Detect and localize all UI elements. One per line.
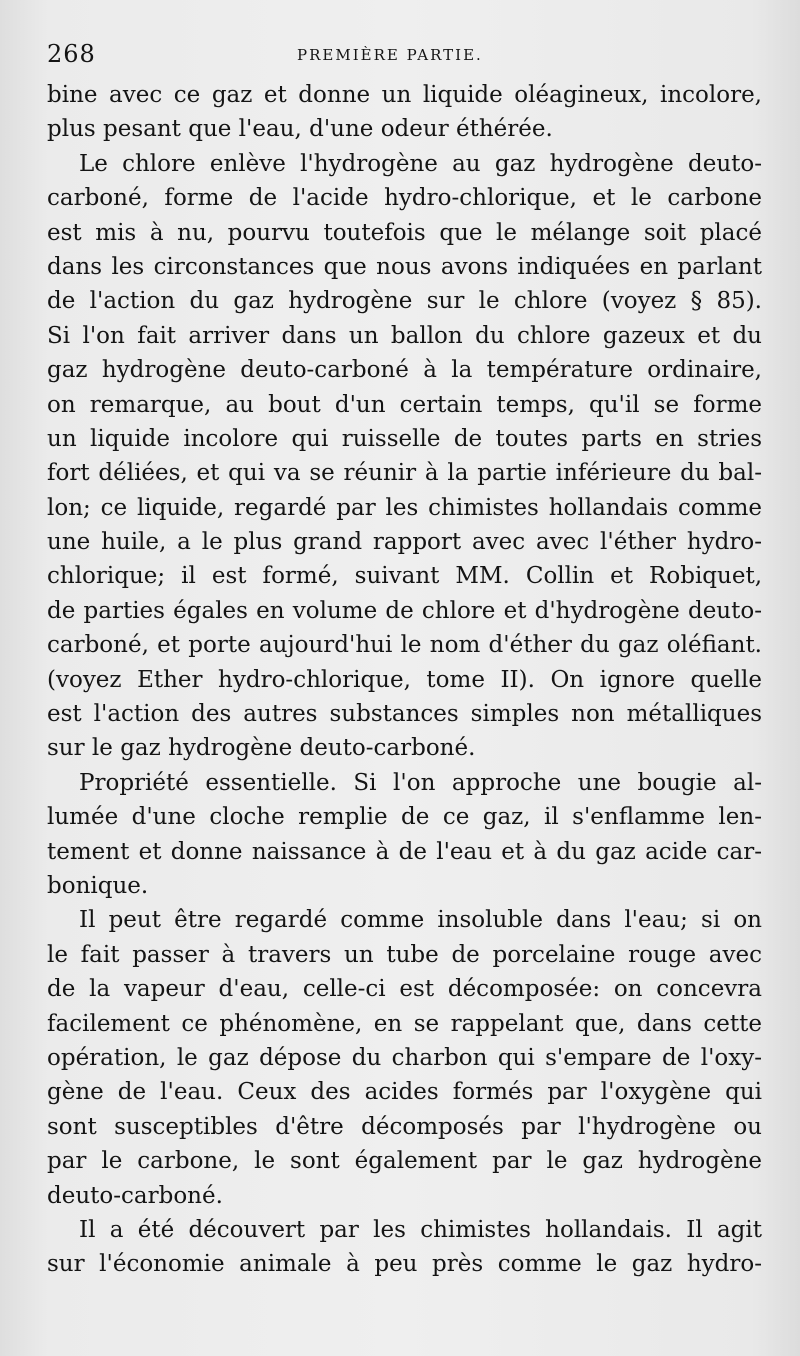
- text-line: est mis à nu, pourvu toutefois que le mélange soit placé: [47, 219, 762, 246]
- paragraph: [47, 903, 762, 1213]
- text-line: gaz hydrogène deuto-carboné à la température ordinaire,: [47, 357, 762, 384]
- page-number: 268: [47, 40, 96, 68]
- text-line: opération, le gaz dépose du charbon qui s'empare de l'oxy-: [47, 1044, 762, 1071]
- text-line: carboné, forme de l'acide hydro-chlorique, et le carbone: [47, 185, 762, 212]
- text-line: lumée d'une cloche remplie de ce gaz, il s'enflamme len-: [47, 804, 762, 831]
- text-line: (voyez Ether hydro-chlorique, tome II). On ignore quelle: [47, 666, 762, 693]
- text-line: sur le gaz hydrogène deuto-carboné.: [47, 735, 476, 762]
- text-line: bine avec ce gaz et donne un liquide oléagineux, incolore,: [47, 82, 762, 108]
- text-line: Il peut être regardé comme insoluble dans l'eau; si on: [79, 907, 762, 934]
- text-line: le fait passer à travers un tube de porcelaine rouge avec: [47, 941, 762, 968]
- text-line: de la vapeur d'eau, celle-ci est décomposée: on concevra: [47, 976, 762, 1003]
- text-line: Il a été découvert par les chimistes hollandais. Il agit: [79, 1216, 762, 1243]
- text-line: plus pesant que l'eau, d'une odeur éthérée.: [47, 116, 553, 143]
- page-header: [47, 40, 762, 76]
- text-line: on remarque, au bout d'un certain temps, qu'il se forme: [47, 391, 762, 418]
- text-line: un liquide incolore qui ruisselle de toutes parts en stries: [47, 425, 762, 452]
- text-line: Propriété essentielle. Si l'on approche une bougie al-: [79, 769, 762, 796]
- paragraph: [47, 1213, 762, 1282]
- text-line: tement et donne naissance à de l'eau et à du gaz acide car-: [47, 838, 762, 865]
- paragraph: [47, 78, 762, 147]
- text-line: sont susceptibles d'être décomposés par l'hydrogène ou: [47, 1113, 762, 1140]
- text-line: est l'action des autres substances simples non métalliques: [47, 701, 762, 728]
- text-line: bonique.: [47, 872, 149, 899]
- text-line: par le carbone, le sont également par le gaz hydrogène: [47, 1148, 762, 1175]
- text-line: lon; ce liquide, regardé par les chimistes hollandais comme: [47, 494, 762, 521]
- text-line: Le chlore enlève l'hydrogène au gaz hydrogène deuto-: [79, 150, 762, 177]
- paragraph: [47, 766, 762, 904]
- body-text: [47, 78, 762, 1282]
- text-line: de l'action du gaz hydrogène sur le chlore (voyez § 85).: [47, 288, 762, 315]
- text-line: sur l'économie animale à peu près comme le gaz hydro-: [47, 1251, 762, 1278]
- text-line: Si l'on fait arriver dans un ballon du chlore gazeux et du: [47, 322, 762, 349]
- text-line: de parties égales en volume de chlore et d'hydrogène deuto-: [47, 597, 762, 624]
- text-line: gène de l'eau. Ceux des acides formés par l'oxygène qui: [47, 1079, 762, 1106]
- paragraph: [47, 147, 762, 766]
- text-line: chlorique; il est formé, suivant MM. Collin et Robiquet,: [47, 563, 762, 590]
- text-line: deuto-carboné.: [47, 1182, 223, 1209]
- text-line: fort déliées, et qui va se réunir à la partie inférieure du bal-: [47, 460, 762, 487]
- text-line: facilement ce phénomène, en se rappelant que, dans cette: [47, 1010, 762, 1037]
- running-head: PREMIÈRE PARTIE.: [297, 46, 483, 64]
- text-line: dans les circonstances que nous avons indiquées en parlant: [47, 253, 762, 280]
- text-line: carboné, et porte aujourd'hui le nom d'éther du gaz oléfiant.: [47, 632, 762, 659]
- text-line: une huile, a le plus grand rapport avec avec l'éther hydro-: [47, 529, 762, 556]
